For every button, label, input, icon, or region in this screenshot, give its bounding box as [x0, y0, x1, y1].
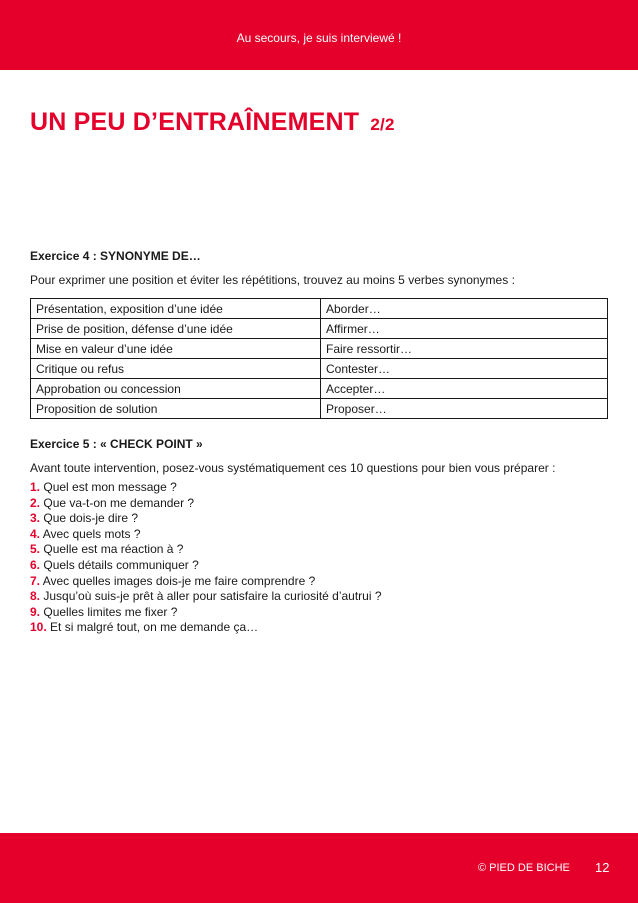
question-text: Avec quelles images dois-je me faire comprendre ? [42, 573, 316, 588]
table-row [31, 379, 608, 399]
question-text: Avec quels mots ? [42, 526, 141, 541]
synonym-table [30, 298, 608, 419]
footer-copyright: © PIED DE BICHE [478, 862, 570, 874]
question-number: 10. [30, 620, 47, 635]
question-number: 6. [30, 557, 41, 572]
question-text: Que va-t-on me demander ? [43, 495, 195, 510]
table-cell-theme: Présentation, exposition d’une idée [31, 299, 321, 319]
page-title [30, 108, 395, 137]
table-cell-verb: Affirmer… [321, 319, 608, 339]
list-item [30, 605, 382, 621]
exercise-4-title: Exercice 4 : SYNONYME DE… [30, 249, 201, 263]
table-cell-theme: Proposition de solution [31, 399, 321, 419]
question-text: Quelles limites me fixer ? [43, 604, 178, 619]
list-item [30, 620, 382, 636]
table-row [31, 299, 608, 319]
exercise-5-title: Exercice 5 : « CHECK POINT » [30, 437, 203, 451]
page-title-main: UN PEU D’ENTRAÎNEMENT [30, 108, 360, 136]
table-cell-theme: Prise de position, défense d’une idée [31, 319, 321, 339]
list-item [30, 542, 382, 558]
list-item [30, 558, 382, 574]
page-title-pager: 2/2 [370, 115, 395, 134]
list-item [30, 589, 382, 605]
table-cell-verb: Contester… [321, 359, 608, 379]
table-row [31, 399, 608, 419]
question-text: Et si malgré tout, on me demande ça… [50, 620, 259, 635]
table-row [31, 339, 608, 359]
question-number: 2. [30, 495, 41, 510]
question-number: 1. [30, 480, 41, 494]
table-row [31, 319, 608, 339]
question-text: Quel est mon message ? [43, 480, 177, 494]
question-text: Quels détails communiquer ? [43, 557, 199, 572]
question-number: 8. [30, 589, 41, 604]
list-item [30, 480, 382, 496]
exercise-4-intro: Pour exprimer une position et éviter les répétitions, trouvez au moins 5 verbes synonymes : [30, 273, 515, 287]
table-cell-verb: Accepter… [321, 379, 608, 399]
page-number: 12 [595, 860, 610, 875]
list-item [30, 511, 382, 527]
table-cell-verb: Aborder… [321, 299, 608, 319]
table-row [31, 359, 608, 379]
question-number: 4. [30, 526, 41, 541]
question-number: 9. [30, 604, 41, 619]
list-item [30, 574, 382, 590]
question-text: Que dois-je dire ? [43, 511, 139, 526]
table-cell-verb: Faire ressortir… [321, 339, 608, 359]
table-cell-theme: Approbation ou concession [31, 379, 321, 399]
question-text: Jusqu’où suis-je prêt à aller pour satisfaire la curiosité d’autrui ? [43, 589, 382, 604]
header-text: Au secours, je suis interviewé ! [236, 31, 402, 45]
table-cell-theme: Critique ou refus [31, 359, 321, 379]
exercise-5-intro: Avant toute intervention, posez-vous systématiquement ces 10 questions pour bien vous préparer : [30, 461, 556, 475]
list-item [30, 496, 382, 512]
list-item [30, 527, 382, 543]
question-number: 5. [30, 542, 41, 557]
question-number: 3. [30, 511, 41, 526]
table-cell-theme: Mise en valeur d’une idée [31, 339, 321, 359]
table-cell-verb: Proposer… [321, 399, 608, 419]
question-list [30, 480, 382, 636]
question-text: Quelle est ma réaction à ? [43, 542, 184, 557]
question-number: 7. [30, 573, 41, 588]
